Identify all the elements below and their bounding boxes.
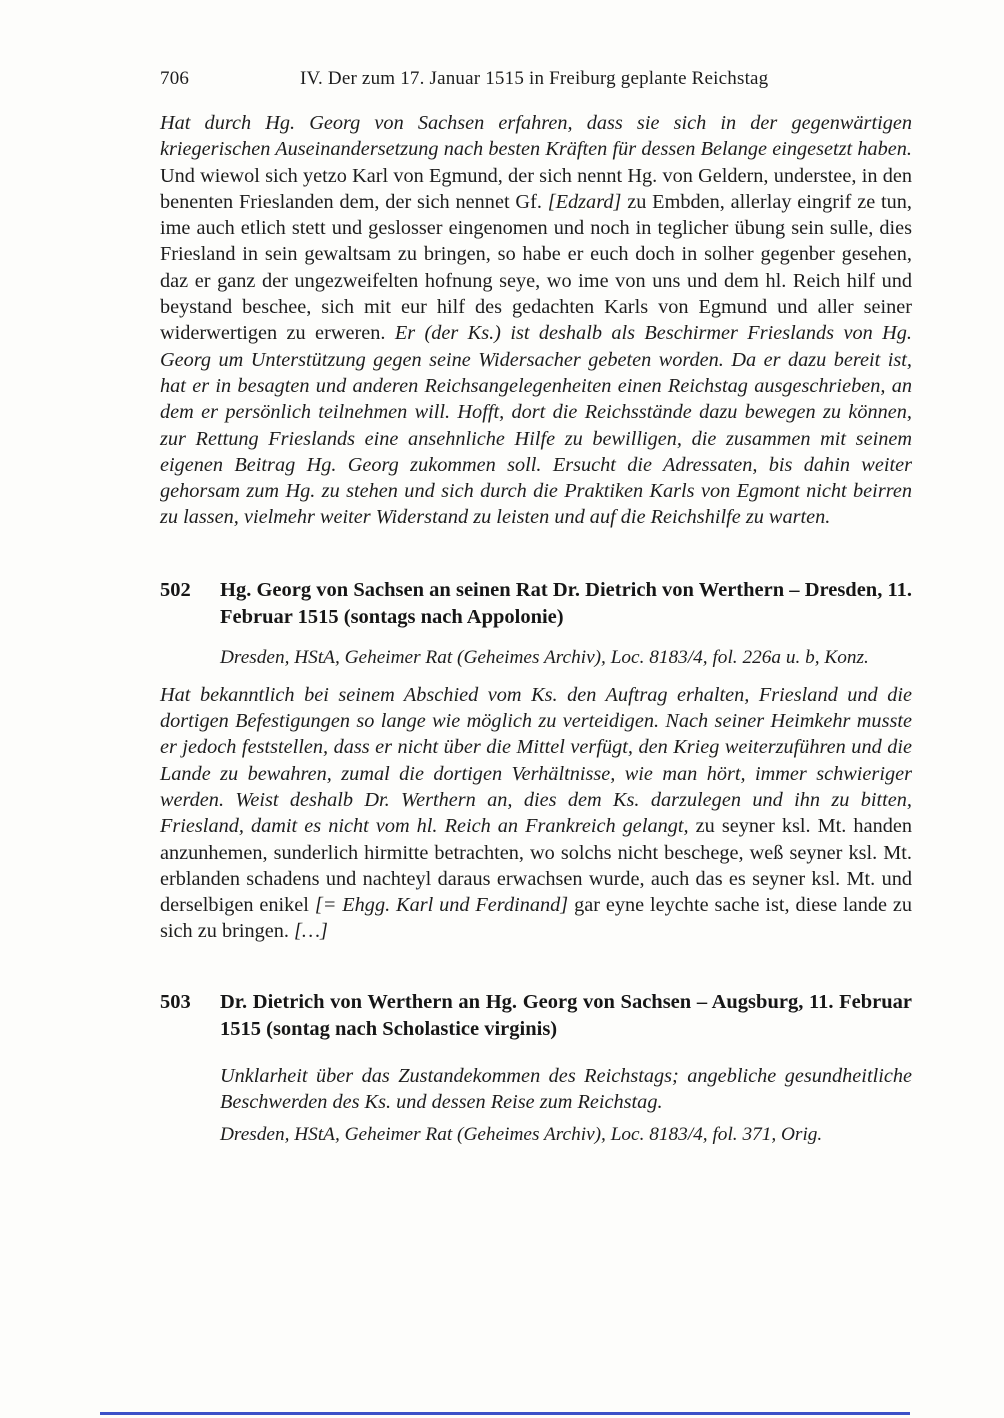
running-header [160, 68, 912, 90]
text-segment-roman: zu seyner ksl. Mt. handen anzunhemen, sunderlich hirmitte betrachten, wo solchs nicht beschege, weß seyner ksl. Mt. erblanden schadens und nachteyl daraus erwachsen wurde, auch das es seyner ksl. Mt. und derselbigen enikel [160, 815, 912, 917]
page-number: 706 [160, 68, 190, 89]
entry-502 [160, 577, 912, 945]
text-segment-roman: zu Embden, allerlay eingrif ze tun, ime auch etlich stett und geslosser eingenomen und noch in teglicher übung sein sulle, dies Friesland in sein gewaltsam zu bringen, so habe er euch doch in solher gegenber gesehen, daz er ganz der ungezweifelten hofnung seye, wo ime von uns und dem hl. Reich hilf und beystand beschee, sich mit eur hilf des gedachten Karls von Egmund und aller seiner widerwertigen zu erweren. [160, 190, 913, 345]
text-segment-roman: Und wiewol sich yetzo Karl von Egmund, der sich nennt Hg. von Geldern, understee, in den benenten Frieslanden dem, der sich nennet Gf. [160, 164, 912, 213]
entry-503-summary: Unklarheit über das Zustandekommen des Reichstags; angebliche gesundheitliche Beschwerden des Ks. und dessen Reise zum Reichstag. [220, 1064, 912, 1114]
entry-502-source-line: Dresden, HStA, Geheimer Rat (Geheimes Archiv), Loc. 8183/4, fol. 226a u. b, Konz. [220, 646, 869, 668]
entry-503 [160, 989, 912, 1148]
text-segment-italic: Hat bekanntlich bei seinem Abschied vom Ks. den Auftrag erhalten, Friesland und die dortigen Befestigungen so lange wie möglich zu verteidigen. Nach seiner Heimkehr musste er jedoch feststellen, dass er nicht über die Mittel verfügt, den Krieg weiterzuführen und die Lande zu bewahren, zumal die dortigen Verhältnisse, wie man hört, immer schwieriger werden. Weist deshalb Dr. Werthern an, dies dem Ks. darzulegen und ihn zu bitten, Friesland, damit es nicht vom hl. Reich an Frankreich gelangt, [160, 683, 912, 838]
entry-502-heading [160, 577, 912, 631]
intro-paragraph [160, 110, 912, 531]
text-segment-italic: Er (der Ks.) ist deshalb als Beschirmer Frieslands von Hg. Georg um Unterstützung gegen seine Widersacher gebeten worden. Da er dazu bereit ist, hat er in besagten und anderen Reichsangelegenheiten einen Reichstag ausgeschrieben, an dem er persönlich teilnehmen will. Hofft, dort die Reichsstände dazu bewegen zu können, zur Rettung Frieslands eine ansehnliche Hilfe zu bewilligen, die zusammen mit seinem eigenen Beitrag Hg. Georg zukommen soll. Ersucht die Adressaten, bis dahin weiter gehorsam zum Hg. zu stehen und sich durch die Praktiken Karls von Egmont nicht beirren zu lassen, vielmehr weiter Widerstand zu leisten und auf die Reichshilfe zu warten. [160, 322, 912, 529]
entry-503-source-line: Dresden, HStA, Geheimer Rat (Geheimes Archiv), Loc. 8183/4, fol. 371, Orig. [220, 1124, 823, 1146]
entry-number: 503 [160, 990, 191, 1013]
entry-title: Hg. Georg von Sachsen an seinen Rat Dr. Dietrich von Werthern – Dresden, 11. Februar 1515 (sontags nach Appolonie) [220, 578, 912, 628]
entry-title: Dr. Dietrich von Werthern an Hg. Georg von Sachsen – Augsburg, 11. Februar 1515 (sontag nach Scholastice virginis) [220, 990, 912, 1040]
entry-number: 502 [160, 578, 191, 601]
text-segment-italic: [= Ehgg. Karl und Ferdinand] [314, 894, 575, 917]
entry-502-summary [160, 682, 912, 945]
entry-503-heading [160, 989, 912, 1043]
text-segment-roman: gar eyne leychte sache ist, diese lande zu sich zu bringen. [160, 894, 912, 943]
text-segment-italic: [Edzard] [547, 190, 628, 213]
page-content [160, 68, 912, 1147]
text-segment-italic: […] [294, 920, 328, 943]
running-header-title: IV. Der zum 17. Januar 1515 in Freiburg geplante Reichstag [300, 68, 769, 89]
bottom-blue-line [100, 1412, 910, 1415]
text-segment-italic: Hat durch Hg. Georg von Sachsen erfahren, dass sie sich in der gegenwärtigen kriegerischen Auseinandersetzung nach besten Kräften für dessen Belange eingesetzt haben. [160, 112, 912, 161]
